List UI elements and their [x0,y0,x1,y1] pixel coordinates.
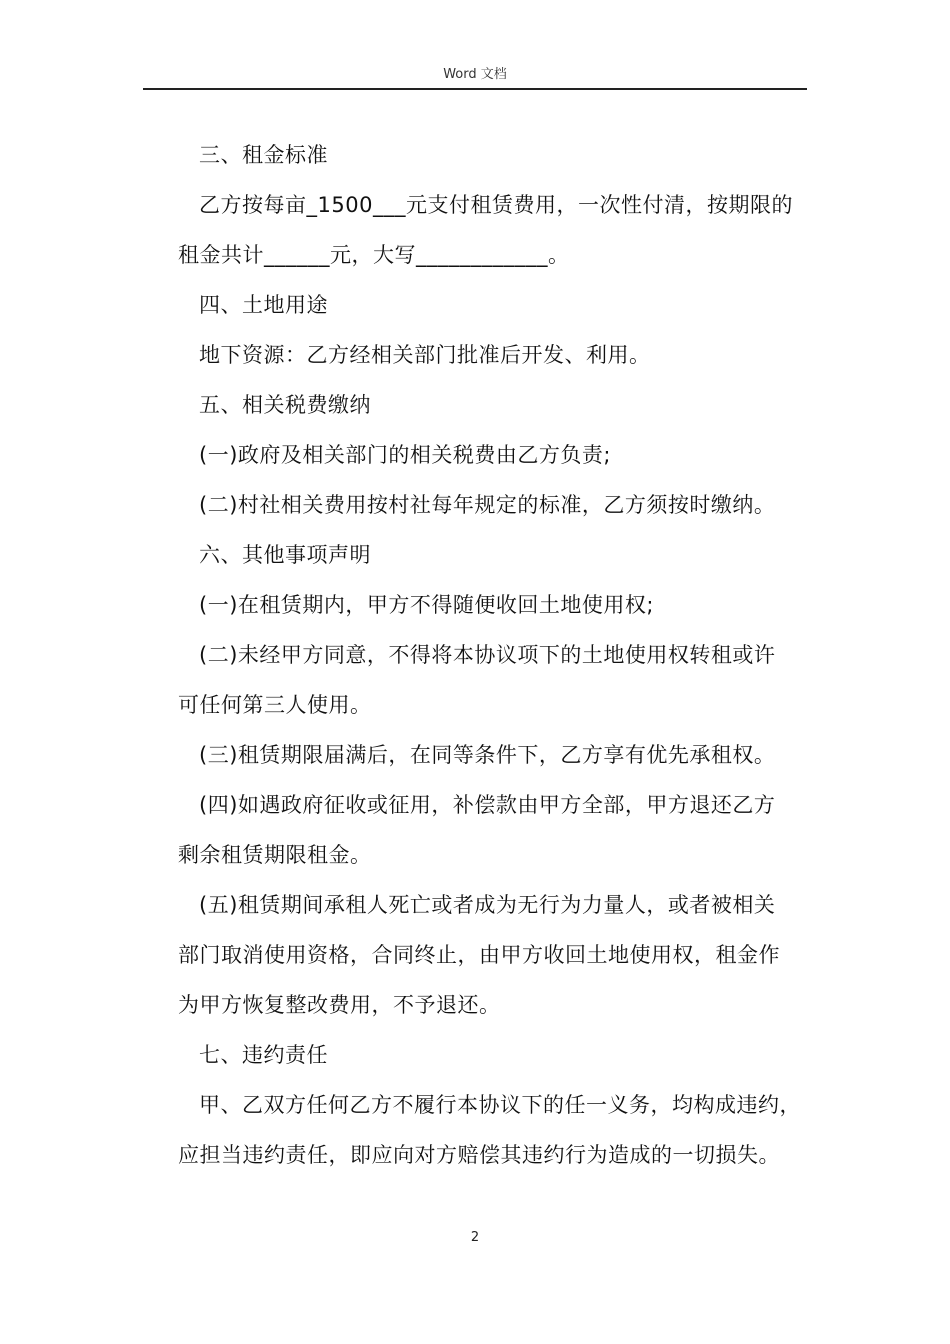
text-line: 甲、乙双方任何乙方不履行本协议下的任一义务，均构成违约， [199,1093,801,1117]
text-line: 部门取消使用资格，合同终止，由甲方收回土地使用权，租金作 [178,943,780,967]
text-line: 租金共计______元，大写____________。 [178,243,570,267]
text-line: (一)在租赁期内，甲方不得随便收回土地使用权; [199,593,654,617]
text-line: 应担当违约责任，即应向对方赔偿其违约行为造成的一切损失。 [178,1143,780,1167]
text-line: (三)租赁期限届满后，在同等条件下，乙方享有优先承租权。 [199,743,776,767]
text-line: 六、其他事项声明 [199,543,371,567]
text-line: (二)村社相关费用按村社每年规定的标准，乙方须按时缴纳。 [199,493,776,517]
text-line: 五、相关税费缴纳 [199,393,371,417]
text-line: 三、租金标准 [199,143,328,167]
document-body [178,130,818,1180]
text-line: 可任何第三人使用。 [178,693,372,717]
text-line: 乙方按每亩_1500___元支付租赁费用，一次性付清，按期限的 [199,193,793,217]
text-line: (四)如遇政府征收或征用，补偿款由甲方全部，甲方退还乙方 [199,793,776,817]
text-line: 地下资源：乙方经相关部门批准后开发、利用。 [199,343,651,367]
text-line: 四、土地用途 [199,293,328,317]
text-line: (五)租赁期间承租人死亡或者成为无行为力量人，或者被相关 [199,893,776,917]
text-line: (一)政府及相关部门的相关税费由乙方负责; [199,443,611,467]
text-line: 为甲方恢复整改费用，不予退还。 [178,993,501,1017]
text-line: (二)未经甲方同意，不得将本协议项下的土地使用权转租或许 [199,643,776,667]
header-title: Word 文档 [443,67,507,82]
page-header [143,0,807,90]
text-line: 剩余租赁期限租金。 [178,843,372,867]
page-number: 2 [470,1230,480,1245]
text-line: 七、违约责任 [199,1043,328,1067]
